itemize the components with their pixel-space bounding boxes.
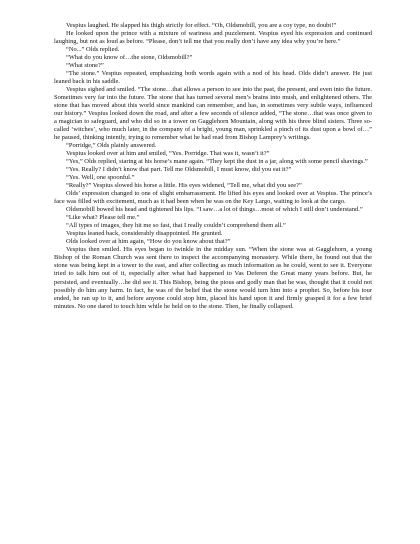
paragraph-10: “Yes,” Olds replied, staring at his horse’s mane again. “They kept the dust in a jar, along with some pencil shavings.” [66,158,368,166]
paragraph-12: “Yes. Well, one spoonful.” [66,174,135,182]
paragraph-5: “What stone?” [66,62,104,70]
paragraph-11: “Yes. Really? I didn’t know that part. Tell me Oldsmobill, I must know, did you eat it?” [66,166,292,174]
paragraph-8: “Porridge,” Olds plainly answered. [66,142,157,150]
paragraph-20: Vespius then smiled. His eyes began to twinkle in the midday sun. “When the stone was at Gagglehorn, a young Bishop of the Roman Church was sent there to inspect the accompanying monastery. While there, he found out that the stone was being kept in a tower to the east, and after collecting as much information as he could, went to see it. Everyone tried to talk him out of it, especially after what had happened to Vas Deferen the Great many years before. But, he persisted, and eventually…he did see it. This Bishop, being the pious and godly man that he was, thought that it could not possibly do him any harm. In fact, he was of the belief that the stone would turn him into a prophet. So, before his tour ended, he ran up to it, and before anyone could stop him, placed his hand upon it and firmly grasped it for a few brief minutes. No one dared to touch him while he held on to the stone. Then, he finally collapsed. [54,246,372,310]
paragraph-2: He looked upon the prince with a mixture of wariness and puzzlement. Vespius eyed his expression and continued laughing, but not as loud as before. “Please, don’t tell me that you really don’t have any idea why you’re here.” [54,30,372,46]
paragraph-14: Olds’ expression changed to one of slight embarrassment. He lifted his eyes and looked over at Vespius. The prince’s face was filled with excitement, much as it had been when he was on the Key Largo, waiting to look at the cargo. [54,190,372,206]
paragraph-3: “No...” Olds replied. [66,46,120,54]
paragraph-6: “The stone.” Vespius repeated, emphasizing both words again with a nod of his head. Olds didn’t answer. He just leaned back in his saddle. [54,70,372,86]
book-page [54,22,372,311]
paragraph-13: “Really?” Vespius slowed his horse a little. His eyes widened, “Tell me, what did you see?” [66,182,302,190]
paragraph-17: “All types of images, they hit me so fast, that I really couldn’t comprehend them all.” [66,222,286,230]
paragraph-4: “What do you know of…the stone, Oldsmobill?” [66,54,193,62]
paragraph-1: Vespius laughed. He slapped his thigh strictly for effect. “Oh, Oldsmobill, you are a coy type, no doubt!” [66,22,337,29]
paragraph-9: Vespius looked over at him and smiled, “Yes. Porridge. That was it, wasn’t it?” [66,150,270,158]
paragraph-18: Vespius leaned back, considerably disappointed. He grunted. [66,230,223,238]
paragraph-7: Vespius sighed and smiled. “The stone…that allows a person to see into the past, the present, and even into the future. Sometimes very far into the future. The stone that has turned several men’s brains into mush, and enlightened others. The stone that has moved about this world since mankind can remember, and has, in sometimes very subtle ways, influenced our history.” Vespius looked down the road, and after a few seconds of silence added, “The stone…that was once given to a magician to safeguard, and who did so in a tower on Gagglehorn Mountain, along with his three blind sisters. Three so-called ‘witches’, who much later, in the company of a bright, young man, sprinkled a pinch of its dust upon a bowl of…” he paused, thinking intently, trying to remember what he had read from Bishop Lamprey’s writings. [54,86,372,142]
paragraph-19: Olds looked over at him again, “How do you know about that?” [66,238,231,246]
paragraph-15: Oldsmobill bowed his head and tightened his lips. “I saw…a lot of things…most of which I still don’t understand.” [66,206,363,214]
paragraph-16: “Like what? Please tell me.” [66,214,140,222]
